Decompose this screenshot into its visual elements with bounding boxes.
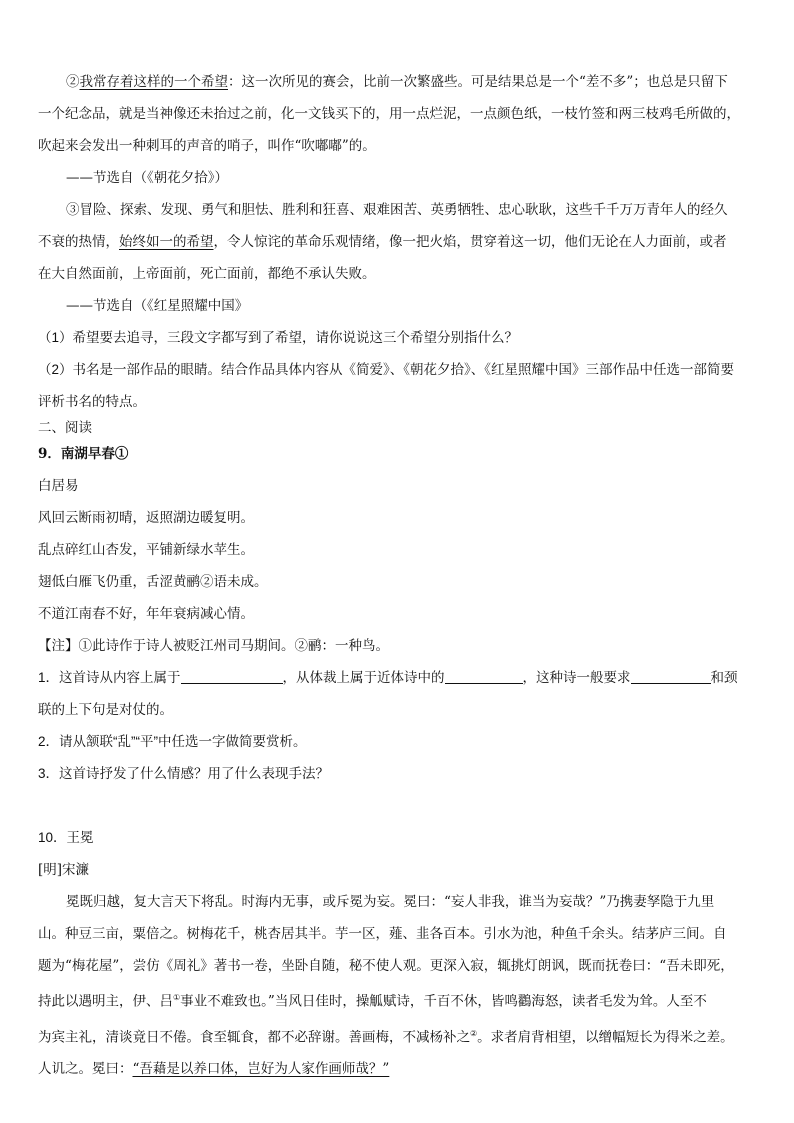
q10-line2: 山。种豆三亩，粟倍之。树梅花千，桃杏居其半。芋一区，薤、韭各百本。引水为池，种鱼千余头。结茅庐三间。自 bbox=[38, 926, 727, 942]
passage2-line2: 一个纪念品，就是当神像还未抬过之前，化一文钱买下的，用一点烂泥，一点颜色纸，一枝竹签和两三枝鸡毛所做的， bbox=[38, 106, 740, 122]
passage3-line1: ③冒险、探索、发现、勇气和胆怯、胜利和狂喜、艰难困苦、英勇牺牲、忠心耿耿，这些千千万万青年人的经久 bbox=[66, 202, 728, 218]
q10-line1: 冕既归越，复大言天下将乱。时海内无事，或斥冕为妄。冕曰：“妄人非我，谁当为妄哉？”乃携妻孥隐于九里 bbox=[66, 894, 715, 910]
q8-sub2-line1: （2）书名是一部作品的眼睛。结合作品具体内容从《简爱》、《朝花夕拾》、《红星照耀中国》三部作品中任选一部简要 bbox=[38, 362, 735, 377]
q9-poem-line-3: 翅低白雁飞仍重，舌涩黄鹂②语未成。 bbox=[38, 574, 268, 590]
passage2-line3: 吹起来会发出一种刺耳的声音的哨子，叫作“吹嘟嘟”的。 bbox=[38, 138, 376, 154]
q10-line5 bbox=[38, 1024, 758, 1048]
passage2-number: ② bbox=[66, 74, 80, 90]
q10-footnote-1: ① bbox=[173, 993, 181, 1002]
q10-line4-b: 事业不难致也。”当风日佳时，操觚赋诗，千百不休，皆鸣鸐海怒，读者毛发为耸。人至不 bbox=[180, 993, 707, 1010]
q9-question-1-line2: 联的上下句是对仗的。 bbox=[38, 702, 173, 717]
q9-title: 9．南湖早春① bbox=[38, 446, 129, 462]
passage3-source: ——节选自（《红星照耀中国》 bbox=[66, 298, 249, 314]
q9-q1-blank-3[interactable] bbox=[631, 669, 711, 684]
q10-line4 bbox=[38, 988, 758, 1012]
passage3-line2-pre: 不衰的热情， bbox=[38, 234, 119, 250]
q9-q1-part-c: ，这种诗一般要求 bbox=[522, 670, 631, 685]
q10-line6-a: 人讥之。冕曰： bbox=[38, 1061, 133, 1077]
q9-author: 白居易 bbox=[38, 478, 79, 494]
q10-line4-a: 持此以遇明主，伊、吕 bbox=[38, 993, 173, 1010]
q10-line5-b: 。求者肩背相望，以缯幅短长为得米之差。 bbox=[477, 1029, 734, 1045]
q9-poem-line-2: 乱点碎红山杏发，平铺新绿水苹生。 bbox=[38, 542, 254, 558]
passage2-line1-rest: ：这一次所见的赛会，比前一次繁盛些。可是结果总是一个“差不多”；也总是只留下 bbox=[228, 74, 728, 90]
q10-line5-a: 为宾主礼，清谈竟日不倦。食至辄食，都不必辞谢。善画梅，不减杨补之 bbox=[38, 1029, 470, 1045]
q9-question-2: 2．请从颔联“乱”“平”中任选一字做简要赏析。 bbox=[38, 734, 307, 749]
q9-question-1 bbox=[38, 668, 758, 688]
passage2-line1 bbox=[38, 72, 758, 92]
document-content bbox=[38, 72, 758, 1079]
passage3-line2-post: ，令人惊诧的革命乐观情绪，像一把火焰，贯穿着这一切，他们无论在人力面前，或者 bbox=[213, 234, 727, 250]
q9-q1-part-b: ，从体裁上属于近体诗中的 bbox=[282, 670, 445, 685]
q9-q1-part-a: 1．这首诗从内容上属于 bbox=[38, 670, 181, 685]
q10-author: [明]宋濂 bbox=[38, 862, 90, 878]
passage3-underlined: 始终如一的希望 bbox=[119, 234, 214, 250]
passage3-line2 bbox=[38, 232, 758, 252]
q9-q1-part-d: 和颈 bbox=[710, 670, 738, 685]
passage2-source: ——节选自（《朝花夕拾》） bbox=[66, 170, 228, 186]
q9-note: 【注】①此诗作于诗人被贬江州司马期间。②鹂：一种鸟。 bbox=[38, 638, 389, 654]
q10-line6 bbox=[38, 1059, 758, 1079]
passage3-line3: 在大自然面前，上帝面前，死亡面前，都绝不承认失败。 bbox=[38, 266, 376, 282]
q10-line3: 题为“梅花屋”，尝仿《周礼》著书一卷，坐卧自随，秘不使人观。更深入寂，辄挑灯朗讽，既而抚卷曰：“吾未即死， bbox=[38, 958, 734, 974]
q9-poem-line-4: 不道江南春不好，年年衰病减心情。 bbox=[38, 606, 254, 622]
section-heading-reading: 二、阅读 bbox=[38, 420, 92, 435]
q10-line6-underlined: “吾藉是以养口体，岂好为人家作画师哉？” bbox=[132, 1061, 390, 1077]
q8-sub2-line2: 评析书名的特点。 bbox=[38, 394, 146, 409]
passage2-underlined: 我常存着这样的一个希望 bbox=[79, 74, 228, 90]
q8-sub1: （1）希望要去追寻，三段文字都写到了希望，请你说说这三个希望分别指什么？ bbox=[38, 330, 519, 345]
q9-poem-line-1: 风回云断雨初晴，返照湖边暖复明。 bbox=[38, 510, 254, 526]
q9-q1-blank-2[interactable] bbox=[445, 669, 523, 684]
q9-q1-blank-1[interactable] bbox=[181, 669, 283, 684]
q10-footnote-2: ② bbox=[470, 1028, 478, 1038]
q9-question-3: 3．这首诗抒发了什么情感？用了什么表现手法？ bbox=[38, 766, 330, 781]
q10-title: 10．王冕 bbox=[38, 830, 94, 845]
